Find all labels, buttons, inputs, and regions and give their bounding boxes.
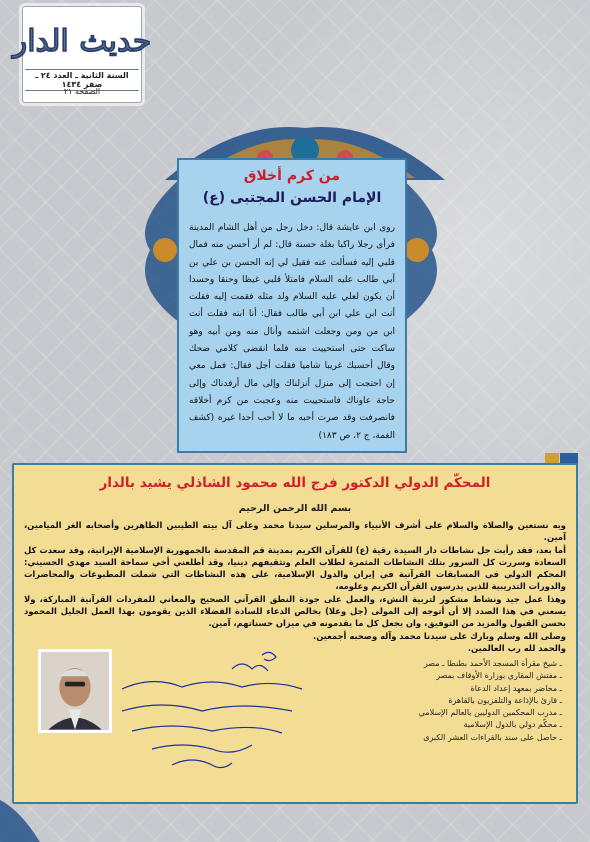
article-box-hasan (177, 158, 407, 453)
page-number: الصفحة ٢١ (63, 87, 101, 96)
credential-item: ـ مفتش المقاري بوزارة الأوقاف بمصر (272, 670, 562, 682)
author-photo (38, 649, 112, 733)
logo-text: حديث الدار (12, 24, 152, 59)
credentials-list (272, 658, 562, 744)
article-box-testimonial (12, 463, 578, 804)
paragraph: أما بعد، فقد رأيت جل نشاطات دار السيدة رقية (ع) للقرآن الكريم بمدينة قم المقدسة بالجمهورية الإسلامية الإيرانية، وقد سعدت كل السعادة وسررت كل السرور بتلك النشاطات المثمرة لطلاب العلم وتثقيفهم دينيا، وقد أطلعني أخي سماحة السيد مهدي الحسيني: المحكم الدولي في المسابقات القرآنية في إيران والدول الإسلامية، على هذه النشاطات التي شملت المطبوعات والمحاضرات والدورات التدريبية للذين يدرسون القرآن الكريم وعلومه، (24, 544, 566, 592)
paragraph: وهذا عمل جيد ونشاط مشكور لتربية النشء، والعمل على جودة النطق القرآني الصحيح والمعاني للمفردات القرآنية المباركة، ولا يسعني في هذا الصدد إلا أن أتوجه إلى المولى (جل وعلا) بخالص الدعاء للسادة الفضلاء الذين يقومون بهذا العمل الجليل المحمود بحسن القبول والمزيد من التوفيق، وان يجعل كل ما يقدمونه في ميزان حسناتهم، آمين. (24, 593, 566, 629)
article1-title: الإمام الحسن المجتبى (ع) (202, 190, 382, 206)
article2-body (24, 519, 566, 654)
masthead (12, 6, 152, 103)
paragraph: وصلى الله وسلم وبارك على سيدنا محمد وآله وصحبه أجمعين. (313, 630, 566, 641)
credential-item: ـ حاصل على سند بالقراءات العشر الكبرى (272, 732, 562, 744)
basmala: بسم الله الرحمن الرحيم (238, 503, 352, 514)
corner-ornament (0, 790, 40, 842)
paragraph: والحمد لله رب العالمين. (467, 642, 566, 653)
magazine-logo (12, 9, 152, 67)
article1-kicker: من كرم أخلاق (243, 168, 341, 184)
handwritten-signature (112, 645, 312, 775)
credential-item: ـ مدرب المحكمين الدوليين بالعالم الإسلامي (272, 707, 562, 719)
credential-item: ـ قارئ بالإذاعة والتلفزيون بالقاهرة (272, 695, 562, 707)
credential-item: ـ شيخ مقرأة المسجد الأحمد بطنطا ـ مصر (272, 658, 562, 670)
credential-item: ـ محكّم دولي بالدول الإسلامية (272, 719, 562, 731)
paragraph: وبه نستعين والصلاة والسلام على أشرف الأنبياء والمرسلين سيدنا محمد وعلى آل بيته الطيبين الطاهرين وأصحابه الغر الميامين، آمين. (24, 520, 566, 543)
article1-body: روى ابن عايشة قال: دخل رجل من أهل الشام المدينة فرأى رجلا راكبا بغلة حسنة قال: لم أر أحسن منه فمال قلبي إليه فسألت عنه فقيل لي إنه الحسن بن علي بن أبي طالب عليه السلام فامتلأ قلبي غيظا وحنقا وحسدا أن يكون لعلي عليه السلام ولد مثله فقمت إليه فقلت أنت ابن علي ابن أبي طالب فقال: أنا ابنه فقلت أنت ابن من ومن وجعلت اشتمه وأنال منه ومن أبيه وهو ساكت حتى استحييت منه فلما انقضى كلامي ضحك وقال أحسبك غريبا شاميا فقلت أجل فقال: فمل معي إن احتجت إلى منزل أنزلناك وإلى مال أرفدناك وإلى حاجة عاوناك فاستحييت منه وعجبت من كرم أخلاقه فانصرفت وقد صرت أحبه ما لا أحب أحدا غيره (كشف الغمة، ج ٢، ص ١٨٣) (189, 223, 395, 441)
issue-line: السنة الثانية ـ العدد ٢٤ ـ صفر ١٤٣٤ (25, 69, 139, 91)
article2-title: المحكّم الدولي الدكتور فرج الله محمود الشاذلي يشيد بالدار (99, 475, 491, 491)
credential-item: ـ محاضر بمعهد إعداد الدعاة (272, 683, 562, 695)
